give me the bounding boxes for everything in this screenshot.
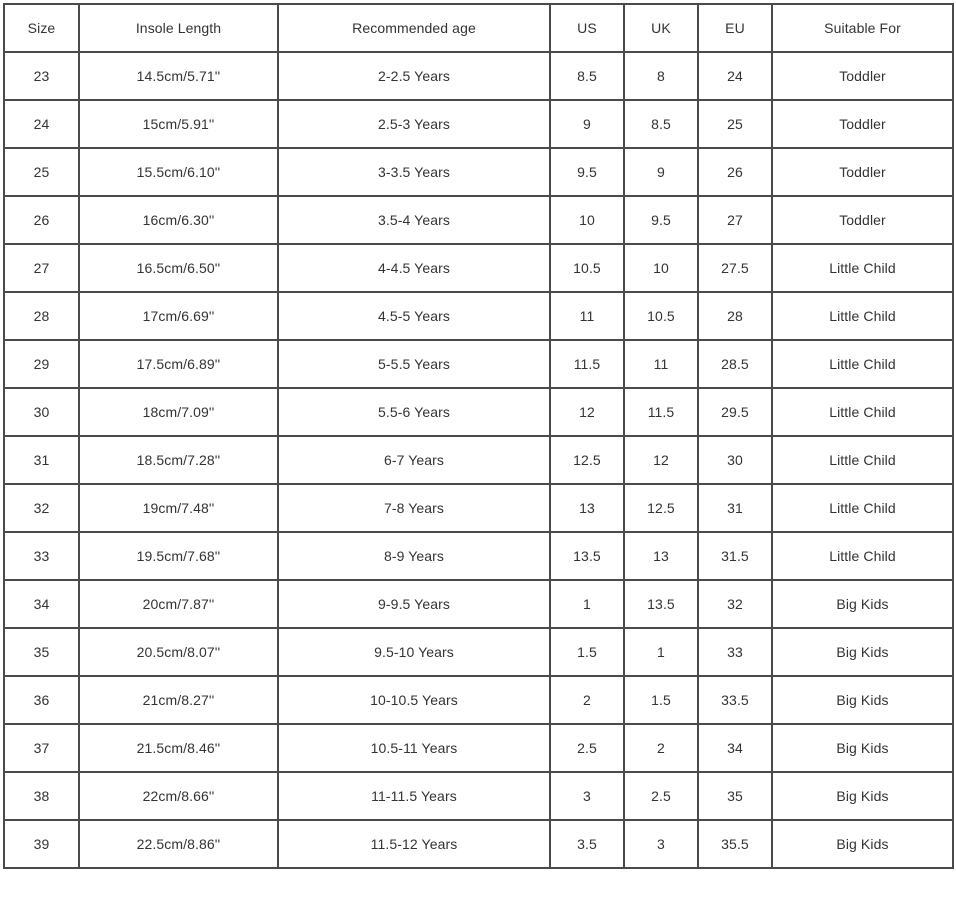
table-row [4, 292, 953, 340]
cell-uk-size: 2 [624, 724, 698, 772]
cell-us-size: 9.5 [550, 148, 624, 196]
cell-size: 33 [4, 532, 79, 580]
table-row [4, 244, 953, 292]
cell-insole-length: 16.5cm/6.50'' [79, 244, 278, 292]
cell-suitable-for: Little Child [772, 484, 953, 532]
table-row [4, 484, 953, 532]
cell-uk-size: 3 [624, 820, 698, 868]
cell-us-size: 2.5 [550, 724, 624, 772]
cell-us-size: 10.5 [550, 244, 624, 292]
cell-recommended-age: 4-4.5 Years [278, 244, 550, 292]
cell-suitable-for: Little Child [772, 436, 953, 484]
cell-suitable-for: Little Child [772, 532, 953, 580]
cell-insole-length: 21cm/8.27'' [79, 676, 278, 724]
cell-eu-size: 26 [698, 148, 772, 196]
cell-us-size: 9 [550, 100, 624, 148]
cell-eu-size: 28.5 [698, 340, 772, 388]
cell-suitable-for: Little Child [772, 340, 953, 388]
cell-recommended-age: 9.5-10 Years [278, 628, 550, 676]
cell-uk-size: 13.5 [624, 580, 698, 628]
cell-eu-size: 33 [698, 628, 772, 676]
size-chart-table [3, 3, 954, 869]
cell-insole-length: 18.5cm/7.28'' [79, 436, 278, 484]
column-header-suitable-for: Suitable For [772, 4, 953, 52]
cell-suitable-for: Big Kids [772, 580, 953, 628]
cell-uk-size: 11.5 [624, 388, 698, 436]
cell-uk-size: 13 [624, 532, 698, 580]
cell-eu-size: 34 [698, 724, 772, 772]
table-row [4, 388, 953, 436]
column-header-size: Size [4, 4, 79, 52]
table-row [4, 340, 953, 388]
cell-recommended-age: 4.5-5 Years [278, 292, 550, 340]
cell-suitable-for: Big Kids [772, 628, 953, 676]
table-row [4, 436, 953, 484]
cell-uk-size: 8.5 [624, 100, 698, 148]
cell-recommended-age: 11-11.5 Years [278, 772, 550, 820]
cell-eu-size: 28 [698, 292, 772, 340]
cell-recommended-age: 6-7 Years [278, 436, 550, 484]
cell-uk-size: 9 [624, 148, 698, 196]
cell-suitable-for: Big Kids [772, 724, 953, 772]
cell-us-size: 11 [550, 292, 624, 340]
cell-recommended-age: 3.5-4 Years [278, 196, 550, 244]
table-header [4, 4, 953, 52]
cell-recommended-age: 3-3.5 Years [278, 148, 550, 196]
cell-us-size: 10 [550, 196, 624, 244]
cell-us-size: 1.5 [550, 628, 624, 676]
cell-size: 24 [4, 100, 79, 148]
column-header-eu-size: EU [698, 4, 772, 52]
table-row [4, 100, 953, 148]
cell-recommended-age: 2.5-3 Years [278, 100, 550, 148]
cell-size: 29 [4, 340, 79, 388]
table-row [4, 196, 953, 244]
cell-us-size: 3 [550, 772, 624, 820]
cell-size: 28 [4, 292, 79, 340]
cell-suitable-for: Little Child [772, 244, 953, 292]
cell-size: 39 [4, 820, 79, 868]
cell-recommended-age: 10-10.5 Years [278, 676, 550, 724]
cell-insole-length: 22cm/8.66'' [79, 772, 278, 820]
cell-eu-size: 27 [698, 196, 772, 244]
cell-insole-length: 20cm/7.87'' [79, 580, 278, 628]
cell-us-size: 3.5 [550, 820, 624, 868]
column-header-uk-size: UK [624, 4, 698, 52]
cell-us-size: 13 [550, 484, 624, 532]
cell-insole-length: 18cm/7.09'' [79, 388, 278, 436]
cell-eu-size: 35 [698, 772, 772, 820]
cell-size: 26 [4, 196, 79, 244]
table-row [4, 676, 953, 724]
cell-recommended-age: 5.5-6 Years [278, 388, 550, 436]
cell-insole-length: 17cm/6.69'' [79, 292, 278, 340]
table-row [4, 148, 953, 196]
cell-insole-length: 16cm/6.30'' [79, 196, 278, 244]
cell-insole-length: 19cm/7.48'' [79, 484, 278, 532]
cell-suitable-for: Toddler [772, 196, 953, 244]
cell-size: 32 [4, 484, 79, 532]
cell-size: 37 [4, 724, 79, 772]
cell-recommended-age: 9-9.5 Years [278, 580, 550, 628]
cell-size: 34 [4, 580, 79, 628]
cell-suitable-for: Toddler [772, 148, 953, 196]
cell-insole-length: 20.5cm/8.07'' [79, 628, 278, 676]
table-row [4, 820, 953, 868]
cell-us-size: 2 [550, 676, 624, 724]
cell-eu-size: 29.5 [698, 388, 772, 436]
header-row [4, 4, 953, 52]
cell-insole-length: 14.5cm/5.71'' [79, 52, 278, 100]
cell-size: 38 [4, 772, 79, 820]
cell-size: 27 [4, 244, 79, 292]
cell-eu-size: 31 [698, 484, 772, 532]
cell-size: 35 [4, 628, 79, 676]
cell-uk-size: 9.5 [624, 196, 698, 244]
cell-uk-size: 10.5 [624, 292, 698, 340]
table-body [4, 52, 953, 868]
cell-insole-length: 21.5cm/8.46'' [79, 724, 278, 772]
table-row [4, 772, 953, 820]
cell-suitable-for: Toddler [772, 52, 953, 100]
column-header-insole-length: Insole Length [79, 4, 278, 52]
column-header-us-size: US [550, 4, 624, 52]
cell-eu-size: 30 [698, 436, 772, 484]
cell-size: 30 [4, 388, 79, 436]
cell-recommended-age: 8-9 Years [278, 532, 550, 580]
cell-size: 31 [4, 436, 79, 484]
cell-us-size: 12 [550, 388, 624, 436]
table-row [4, 628, 953, 676]
cell-suitable-for: Big Kids [772, 676, 953, 724]
cell-insole-length: 15.5cm/6.10'' [79, 148, 278, 196]
cell-suitable-for: Toddler [772, 100, 953, 148]
table-row [4, 580, 953, 628]
cell-suitable-for: Big Kids [772, 820, 953, 868]
cell-size: 23 [4, 52, 79, 100]
cell-recommended-age: 5-5.5 Years [278, 340, 550, 388]
cell-eu-size: 24 [698, 52, 772, 100]
table-row [4, 532, 953, 580]
column-header-recommended-age: Recommended age [278, 4, 550, 52]
cell-uk-size: 8 [624, 52, 698, 100]
cell-suitable-for: Big Kids [772, 772, 953, 820]
cell-uk-size: 10 [624, 244, 698, 292]
cell-us-size: 13.5 [550, 532, 624, 580]
cell-recommended-age: 7-8 Years [278, 484, 550, 532]
cell-uk-size: 1.5 [624, 676, 698, 724]
cell-eu-size: 25 [698, 100, 772, 148]
cell-eu-size: 33.5 [698, 676, 772, 724]
cell-uk-size: 12.5 [624, 484, 698, 532]
cell-us-size: 8.5 [550, 52, 624, 100]
table-row [4, 724, 953, 772]
cell-recommended-age: 2-2.5 Years [278, 52, 550, 100]
cell-eu-size: 31.5 [698, 532, 772, 580]
cell-us-size: 11.5 [550, 340, 624, 388]
cell-uk-size: 1 [624, 628, 698, 676]
cell-recommended-age: 10.5-11 Years [278, 724, 550, 772]
cell-uk-size: 11 [624, 340, 698, 388]
cell-eu-size: 35.5 [698, 820, 772, 868]
cell-uk-size: 12 [624, 436, 698, 484]
cell-suitable-for: Little Child [772, 292, 953, 340]
cell-eu-size: 27.5 [698, 244, 772, 292]
cell-recommended-age: 11.5-12 Years [278, 820, 550, 868]
cell-insole-length: 17.5cm/6.89'' [79, 340, 278, 388]
table-row [4, 52, 953, 100]
cell-size: 25 [4, 148, 79, 196]
cell-size: 36 [4, 676, 79, 724]
cell-insole-length: 22.5cm/8.86'' [79, 820, 278, 868]
cell-insole-length: 15cm/5.91'' [79, 100, 278, 148]
cell-uk-size: 2.5 [624, 772, 698, 820]
cell-suitable-for: Little Child [772, 388, 953, 436]
cell-us-size: 12.5 [550, 436, 624, 484]
cell-us-size: 1 [550, 580, 624, 628]
cell-insole-length: 19.5cm/7.68'' [79, 532, 278, 580]
cell-eu-size: 32 [698, 580, 772, 628]
